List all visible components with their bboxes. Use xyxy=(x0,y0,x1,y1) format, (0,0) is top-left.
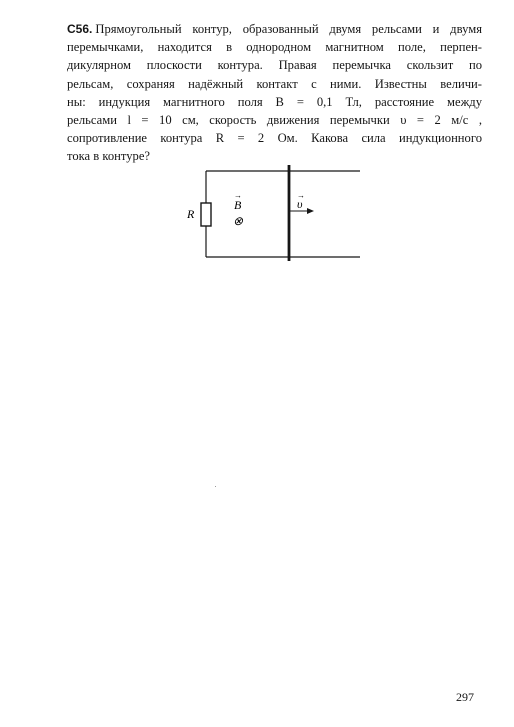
problem-line-3: дикулярном плоскости контура. Правая перемычка скользит по xyxy=(67,58,482,73)
field-vector-arrow: → xyxy=(234,191,242,200)
problem-number: C56. xyxy=(67,22,93,36)
problem-c56 xyxy=(67,20,482,166)
velocity-label: υ xyxy=(297,197,303,211)
field-into-page-symbol: ⊗ xyxy=(233,214,244,228)
problem-text-1: Прямоугольный контур, образованный двумя рельсами и двумя xyxy=(95,22,482,36)
resistor xyxy=(201,203,211,226)
resistor-label: R xyxy=(187,207,195,221)
problem-line-2: перемычками, находится в однородном магнитном поле, перпен- xyxy=(67,40,482,55)
page-number: 297 xyxy=(456,690,474,704)
problem-line-4: рельсам, сохраняя надёжный контакт с ними. Известны величи- xyxy=(67,76,482,91)
problem-line-8: тока в контуре? xyxy=(67,149,151,164)
problem-line-5: ны: индукция магнитного поля B = 0,1 Тл, расстояние между xyxy=(67,94,482,109)
velocity-arrow-head xyxy=(307,208,314,214)
velocity-vector-arrow: → xyxy=(297,191,305,200)
problem-line-6: рельсами l = 10 см, скорость движения перемычки υ = 2 м/с , xyxy=(67,112,482,127)
problem-line-1 xyxy=(67,20,482,38)
field-label: B xyxy=(234,198,242,212)
problem-line-7: сопротивление контура R = 2 Ом. Какова сила индукционного xyxy=(67,131,482,146)
circuit-diagram xyxy=(175,163,365,269)
scan-speck xyxy=(215,486,216,487)
